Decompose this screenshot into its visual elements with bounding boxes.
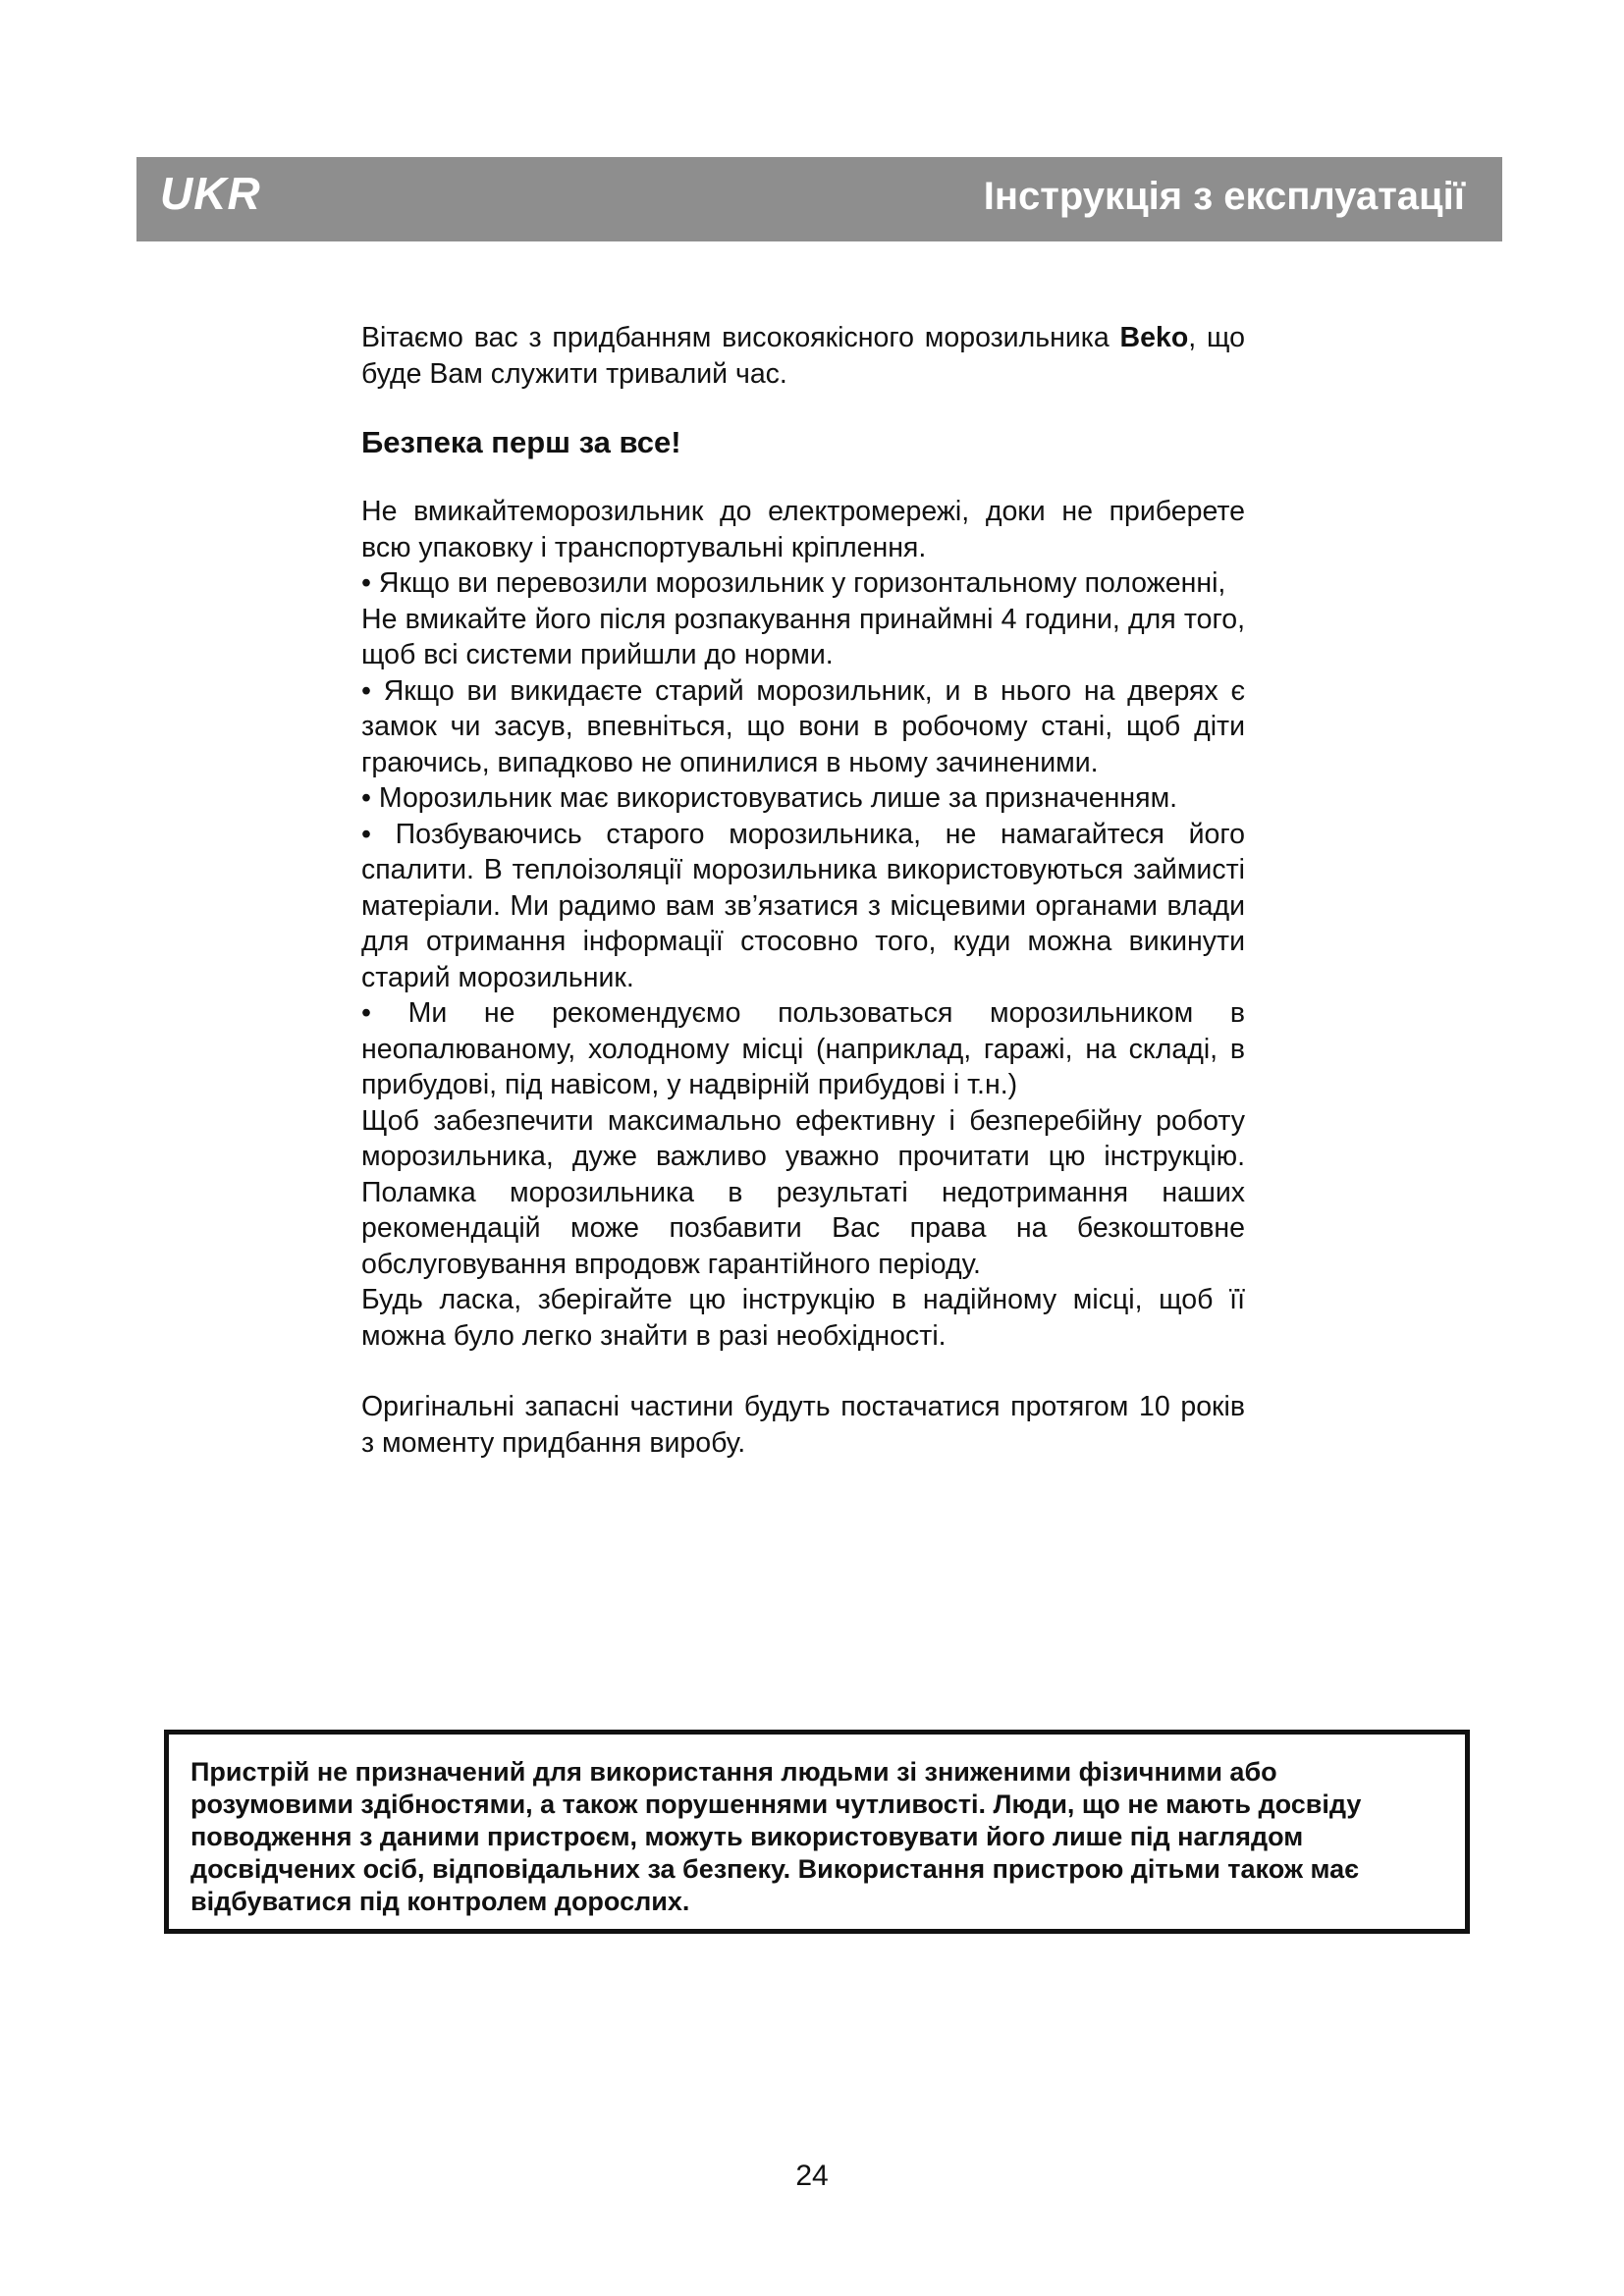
safety-paragraph: • Ми не рекомендуємо пользоваться морозильником в неопалюваному, холодному місці (наприклад, гаражі, на складі, в прибудові, під навісом, у надвірній прибудові і т.н.)	[361, 997, 1245, 1100]
document-title: Інструкція з експлуатації	[983, 175, 1465, 218]
page-number: 24	[795, 2160, 829, 2192]
intro-text-before: Вітаємо вас з придбанням високоякісного морозильника	[361, 322, 1120, 353]
main-content	[361, 320, 1245, 1461]
safety-paragraph: • Якщо ви перевозили морозильник у горизонтальному положенні,	[361, 567, 1226, 599]
warning-notice-box	[164, 1730, 1470, 1934]
intro-text-after: , що буде Вам служити тривалий час.	[361, 322, 1245, 390]
intro-paragraph	[361, 320, 1245, 392]
paragraph-spacer	[361, 1354, 1245, 1389]
page-header	[136, 157, 1502, 241]
safety-paragraph: Щоб забезпечити максимально ефективну і безперебійну роботу морозильника, дуже важливо уважно прочитати цю інструкцію. Поламка морозильника в результаті недотримання наших рекомендацій може позбавити Вас права на безкоштовне обслуговування впродовж гарантійного періоду.	[361, 1104, 1245, 1280]
brand-name: Beko	[1119, 322, 1189, 353]
safety-paragraph: • Позбуваючись старого морозильника, не намагайтеся його спалити. В теплоізоляції морозильника використовуються займисті матеріали. Ми радимо вам зв’язатися з місцевими органами влади для отримання інформації стосовно того, куди можна викинути старий морозильник.	[361, 818, 1245, 993]
safety-paragraph: Не вмикайтеморозильник до електромережі, доки не приберете всю упаковку і транспортувальні кріплення.	[361, 496, 1245, 563]
safety-paragraph: Будь ласка, зберігайте цю інструкцію в надійному місці, щоб її можна було легко знайти в разі необхідності.	[361, 1284, 1245, 1352]
safety-paragraph: • Якщо ви викидаєте старий морозильник, и в нього на дверях є замок чи засув, впевніться, що вони в робочому стані, щоб діти граючись, випадково не опинилися в ньому зачиненими.	[361, 674, 1245, 778]
spare-parts-paragraph: Оригінальні запасні частини будуть постачатися протягом 10 років з моменту придбання виробу.	[361, 1391, 1245, 1459]
language-code: UKR	[160, 168, 261, 219]
safety-heading: Безпека перш за все!	[361, 425, 681, 459]
safety-paragraph: • Морозильник має використовуватись лише за призначенням.	[361, 782, 1178, 814]
safety-paragraph: Не вмикайте його після розпакування принаймні 4 години, для того, щоб всі системи прийшли до норми.	[361, 603, 1245, 670]
warning-notice-text: Пристрій не призначений для використання людьми зі зниженими фізичними або розумовими здібностями, а також порушеннями чутливості. Люди, що не мають досвіду поводження з даними пристроєм, можуть використовувати його лише під наглядом досвідчених осіб, відповідальних за безпеку. Використання пристрою дітьми також має відбуватися під контролем дорослих.	[190, 1757, 1362, 1916]
